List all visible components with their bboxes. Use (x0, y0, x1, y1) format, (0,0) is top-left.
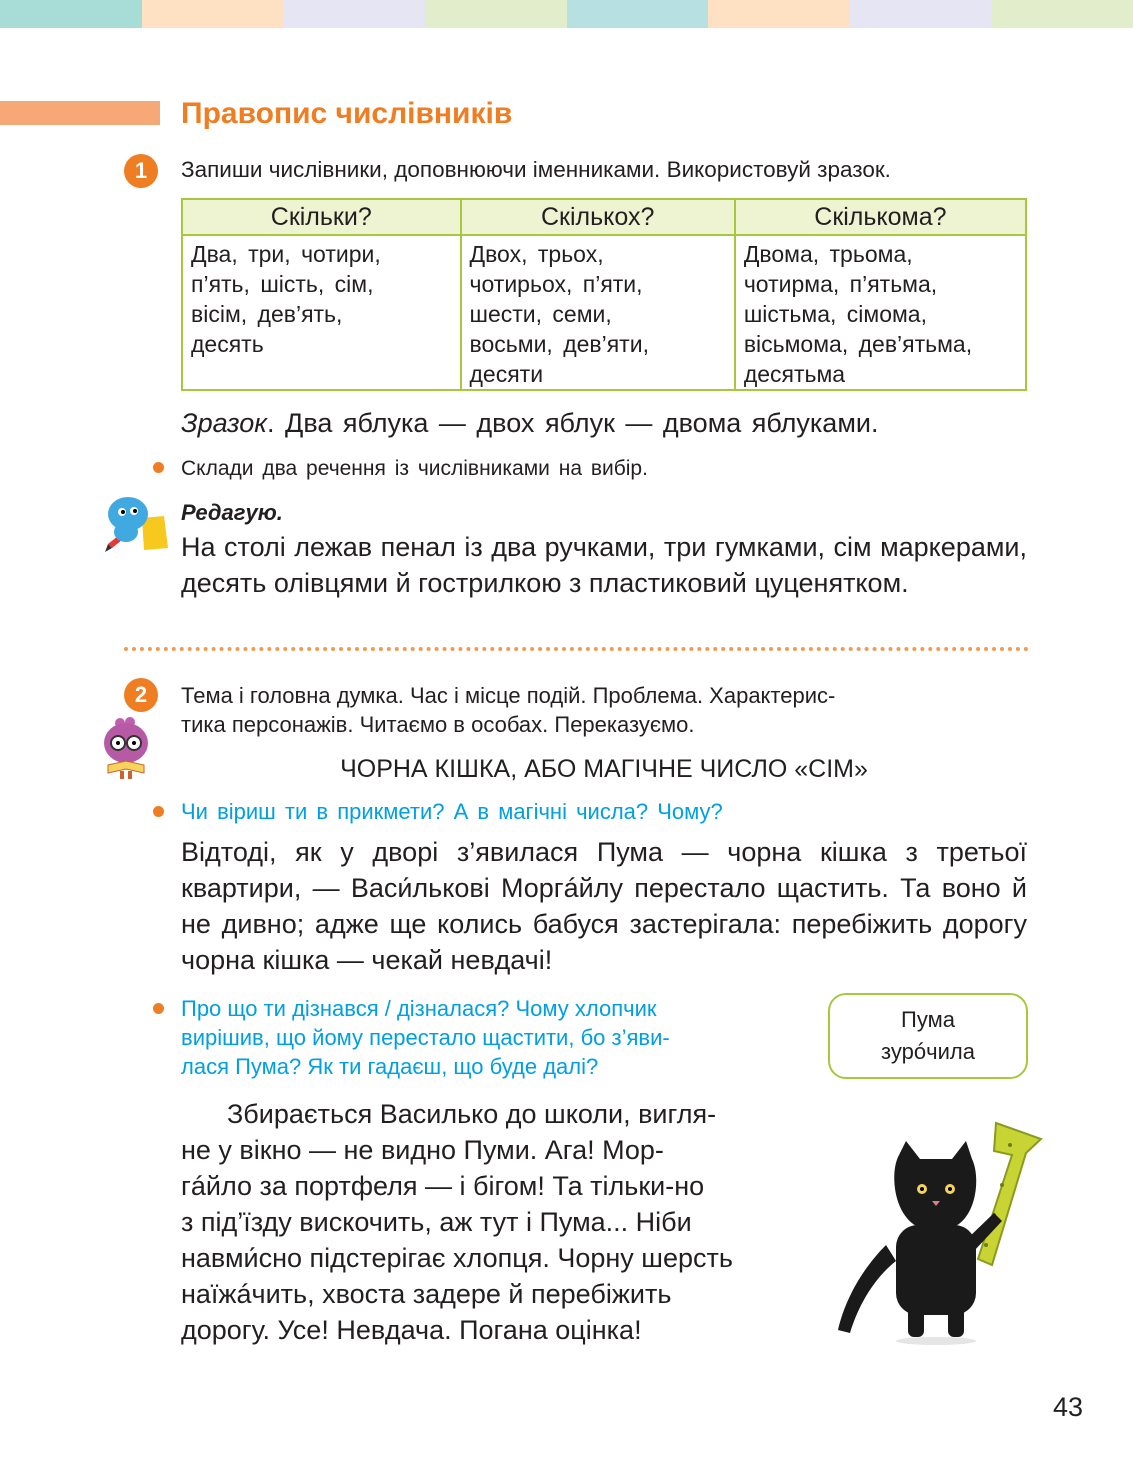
cell-line: чотирма, п’ятьма, (743, 271, 938, 297)
paragraph-1: Відтоді, як у дворі з’явилася Пума — чорна кішка з третьої квартири, — Васи́лькові Моргáйлу перестало щастить. Та воно й не дивно; адже ще колись бабуся застерігала: перебіжить дорогу чорна кішка — чекай невдачі! (181, 837, 1027, 975)
story-title: ЧОРНА КІШКА, АБО МАГІЧНЕ ЧИСЛО «СІМ» (340, 755, 868, 783)
section-title: Правопис числівників (181, 97, 513, 130)
table-header: Скількох? (461, 199, 735, 235)
cell-line: шістьма, сімома, (743, 301, 927, 327)
cell-line: десять (191, 331, 264, 357)
bullet-dot (153, 1003, 164, 1014)
task-number-badge: 2 (124, 678, 158, 712)
table-cell (735, 235, 1026, 390)
note-line: зурóчила (881, 1039, 975, 1064)
cell-line: чотирьох, п’яти, (469, 271, 643, 297)
section-marker-bar (0, 101, 160, 125)
editor-mascot-icon (98, 492, 170, 560)
topics-line: Тема і головна думка. Час і місце подій. Проблема. Характерис- (181, 683, 836, 708)
reader-mascot-icon (100, 715, 154, 781)
sample-label: Зразок (181, 408, 268, 438)
bullet-dot (153, 806, 164, 817)
paragraph-line: навми́сно підстерігає хлопця. Чорну шерсть (181, 1243, 733, 1273)
page-number: 43 (1052, 1392, 1083, 1422)
cell-line: вісьмома, дев’ятьма, (743, 331, 973, 357)
top-color-strip (0, 0, 1133, 28)
edit-label: Редагую. (181, 500, 283, 525)
section-divider (124, 647, 1029, 651)
cell-line: восьми, дев’яти, (469, 331, 649, 357)
paragraph-line: Збирається Василько до школи, вигля- (227, 1099, 717, 1129)
sample-sentence (181, 408, 878, 439)
topics-line: тика персонажів. Читаємо в особах. Переказуємо. (181, 712, 695, 737)
paragraph-line: не у вікно — не видно Пуми. Ага! Мор- (181, 1135, 664, 1165)
top-strip-segment (283, 0, 425, 28)
paragraph-line: дорогу. Усе! Невдача. Погана оцінка! (181, 1315, 642, 1345)
top-strip-segment (0, 0, 142, 28)
sample-text: . Два яблука — двох яблук — двома яблуками. (267, 408, 879, 438)
table-header: Скільки? (182, 199, 461, 235)
question-line: лася Пума? Як ти гадаєш, що буде далі? (181, 1054, 599, 1079)
table-row (182, 235, 1026, 390)
bullet-dot (153, 462, 164, 473)
cell-line: Двох, трьох, (469, 241, 604, 267)
task-number-badge: 1 (124, 154, 158, 188)
note-box (828, 993, 1028, 1079)
cell-line: Двома, трьома, (743, 241, 913, 267)
top-strip-segment (850, 0, 992, 28)
top-strip-segment (567, 0, 709, 28)
top-strip-segment (142, 0, 284, 28)
table-header-row (182, 199, 1026, 235)
paragraph-2 (181, 1096, 801, 1348)
paragraph-line: гáйло за портфеля — і бігом! Та тільки-но (181, 1171, 705, 1201)
top-strip-segment (425, 0, 567, 28)
edit-text: На столі лежав пенал із два ручками, три гумками, сім маркерами, десять олівцями й гострилкою з пластиковий цуценятком. (181, 532, 1027, 598)
cell-line: десяти (469, 361, 544, 387)
paragraph-line: з під’їзду вискочить, аж тут і Пума... Ніби (181, 1207, 692, 1237)
note-line: Пума (901, 1007, 955, 1032)
black-cat-illustration (826, 1105, 1048, 1345)
top-strip-segment (708, 0, 850, 28)
paragraph-line: наїжáчить, хвоста задере й перебіжить (181, 1279, 672, 1309)
task2-topics (181, 681, 835, 739)
question-line: Про що ти дізнався / дізналася? Чому хлопчик (181, 996, 657, 1021)
task1-bullet: Склади два речення із числівниками на вибір. (181, 457, 648, 480)
cell-line: вісім, дев’ять, (191, 301, 343, 327)
table-cell (182, 235, 461, 390)
table-cell (461, 235, 735, 390)
cell-line: Два, три, чотири, (191, 241, 381, 267)
cell-line: десятьма (743, 361, 846, 387)
task1-instruction: Запиши числівники, доповнюючи іменниками. Використовуй зразок. (181, 157, 891, 182)
question-2 (181, 994, 801, 1081)
cell-line: шести, семи, (469, 301, 612, 327)
cell-line: п’ять, шість, сім, (191, 271, 374, 297)
question-1: Чи віриш ти в прикмети? А в магічні числа? Чому? (181, 799, 723, 824)
table-header: Скількома? (735, 199, 1026, 235)
question-line: вирішив, що йому перестало щастити, бо з’яви- (181, 1025, 670, 1050)
top-strip-segment (991, 0, 1133, 28)
numerals-table (181, 198, 1027, 391)
